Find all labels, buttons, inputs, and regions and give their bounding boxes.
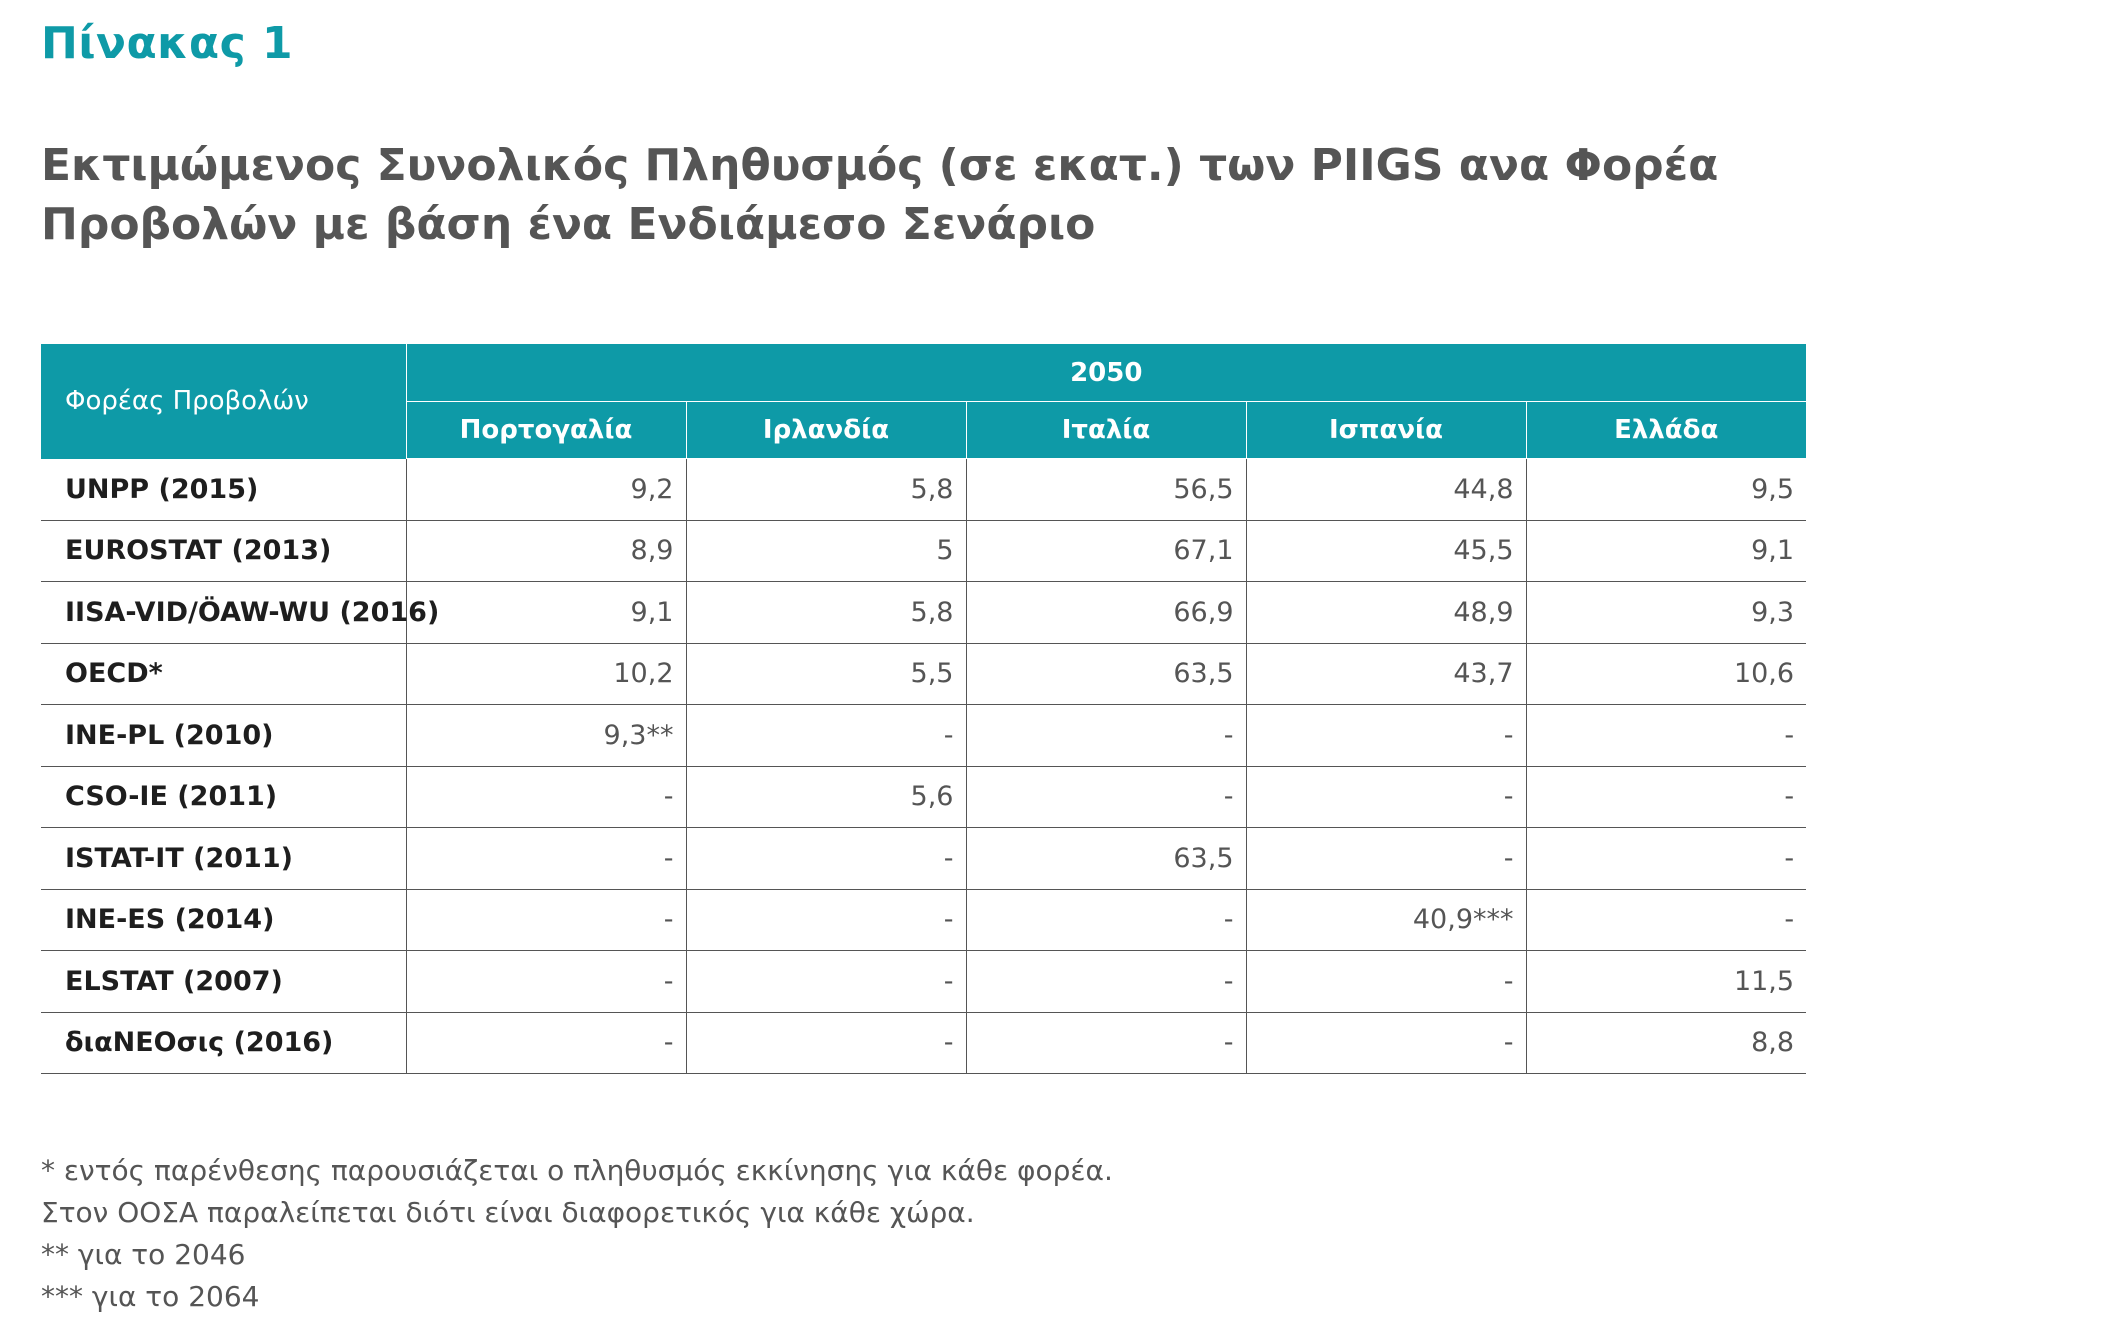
row-label: INE-ES (2014) — [41, 889, 406, 951]
row-label: διαΝΕΟσις (2016) — [41, 1012, 406, 1074]
table-cell: 9,5 — [1526, 459, 1806, 521]
table-row — [41, 459, 1806, 521]
table-label: Πίνακας 1 — [41, 18, 294, 69]
table-cell: 45,5 — [1246, 520, 1526, 582]
table-cell: 43,7 — [1246, 643, 1526, 705]
header-country: Ισπανία — [1246, 402, 1526, 459]
table-cell: - — [406, 828, 686, 890]
table-cell: - — [406, 1012, 686, 1074]
table-row — [41, 889, 1806, 951]
table-cell: - — [1246, 828, 1526, 890]
footnotes — [41, 1150, 1113, 1318]
table-cell: - — [966, 1012, 1246, 1074]
table-cell: 5,5 — [686, 643, 966, 705]
table-cell: - — [1246, 705, 1526, 767]
table-cell: - — [966, 705, 1246, 767]
table-cell: 5,8 — [686, 582, 966, 644]
table-cell: - — [686, 705, 966, 767]
table-cell: - — [1526, 766, 1806, 828]
table-row — [41, 705, 1806, 767]
table-cell: - — [686, 951, 966, 1013]
page-title — [41, 136, 1719, 254]
table-row — [41, 828, 1806, 890]
header-country: Πορτογαλία — [406, 402, 686, 459]
table-cell: 9,1 — [406, 582, 686, 644]
table-cell: - — [966, 766, 1246, 828]
table-cell: 48,9 — [1246, 582, 1526, 644]
table-cell: 63,5 — [966, 828, 1246, 890]
row-label: EUROSTAT (2013) — [41, 520, 406, 582]
table-cell: - — [406, 889, 686, 951]
table-cell: - — [686, 889, 966, 951]
table-cell: - — [1246, 1012, 1526, 1074]
row-label: CSO-IE (2011) — [41, 766, 406, 828]
table-cell: - — [406, 951, 686, 1013]
header-country: Ελλάδα — [1526, 402, 1806, 459]
table-row — [41, 520, 1806, 582]
title-line-1: Εκτιμώμενος Συνολικός Πληθυσμός (σε εκατ.) των PIIGS ανα Φορέα — [41, 140, 1719, 191]
table-cell: 9,1 — [1526, 520, 1806, 582]
table-cell: - — [1246, 951, 1526, 1013]
table-cell: - — [1526, 705, 1806, 767]
table-cell: - — [1526, 889, 1806, 951]
table-cell: 8,8 — [1526, 1012, 1806, 1074]
table-cell: 9,2 — [406, 459, 686, 521]
table-cell: - — [686, 828, 966, 890]
row-label: INE-PL (2010) — [41, 705, 406, 767]
table-cell: 40,9*** — [1246, 889, 1526, 951]
table-cell: 10,2 — [406, 643, 686, 705]
table-cell: 67,1 — [966, 520, 1246, 582]
table-cell: - — [1526, 828, 1806, 890]
table-cell: - — [966, 889, 1246, 951]
table-cell: 11,5 — [1526, 951, 1806, 1013]
row-label: IISA-VID/ÖAW-WU (2016) — [41, 582, 406, 644]
row-label: ISTAT-IT (2011) — [41, 828, 406, 890]
footnote: *** για το 2064 — [41, 1280, 260, 1313]
table-cell: - — [966, 951, 1246, 1013]
table-cell: - — [686, 1012, 966, 1074]
table-cell: 44,8 — [1246, 459, 1526, 521]
header-country: Ιρλανδία — [686, 402, 966, 459]
header-agency: Φορέας Προβολών — [41, 344, 406, 459]
table-row — [41, 582, 1806, 644]
footnote: Στον ΟΟΣΑ παραλείπεται διότι είναι διαφορετικός για κάθε χώρα. — [41, 1196, 975, 1229]
title-line-2: Προβολών με βάση ένα Ενδιάμεσο Σενάριο — [41, 199, 1096, 250]
table-row — [41, 1012, 1806, 1074]
table-cell: 66,9 — [966, 582, 1246, 644]
table-cell: 9,3** — [406, 705, 686, 767]
table-cell: 63,5 — [966, 643, 1246, 705]
table-cell: 8,9 — [406, 520, 686, 582]
table-cell: - — [1246, 766, 1526, 828]
footnote: * εντός παρένθεσης παρουσιάζεται ο πληθυσμός εκκίνησης για κάθε φορέα. — [41, 1154, 1113, 1187]
row-label: ELSTAT (2007) — [41, 951, 406, 1013]
table-cell: 9,3 — [1526, 582, 1806, 644]
table-cell: 56,5 — [966, 459, 1246, 521]
header-year: 2050 — [406, 344, 1806, 402]
footnote: ** για το 2046 — [41, 1238, 246, 1271]
table-row — [41, 951, 1806, 1013]
table-cell: 5 — [686, 520, 966, 582]
header-country: Ιταλία — [966, 402, 1246, 459]
table-cell: - — [406, 766, 686, 828]
row-label: UNPP (2015) — [41, 459, 406, 521]
table-cell: 5,6 — [686, 766, 966, 828]
row-label: OECD* — [41, 643, 406, 705]
table-body — [41, 459, 1806, 1074]
table-row — [41, 643, 1806, 705]
table-cell: 5,8 — [686, 459, 966, 521]
table-row — [41, 766, 1806, 828]
population-table — [41, 344, 1806, 1074]
table-cell: 10,6 — [1526, 643, 1806, 705]
